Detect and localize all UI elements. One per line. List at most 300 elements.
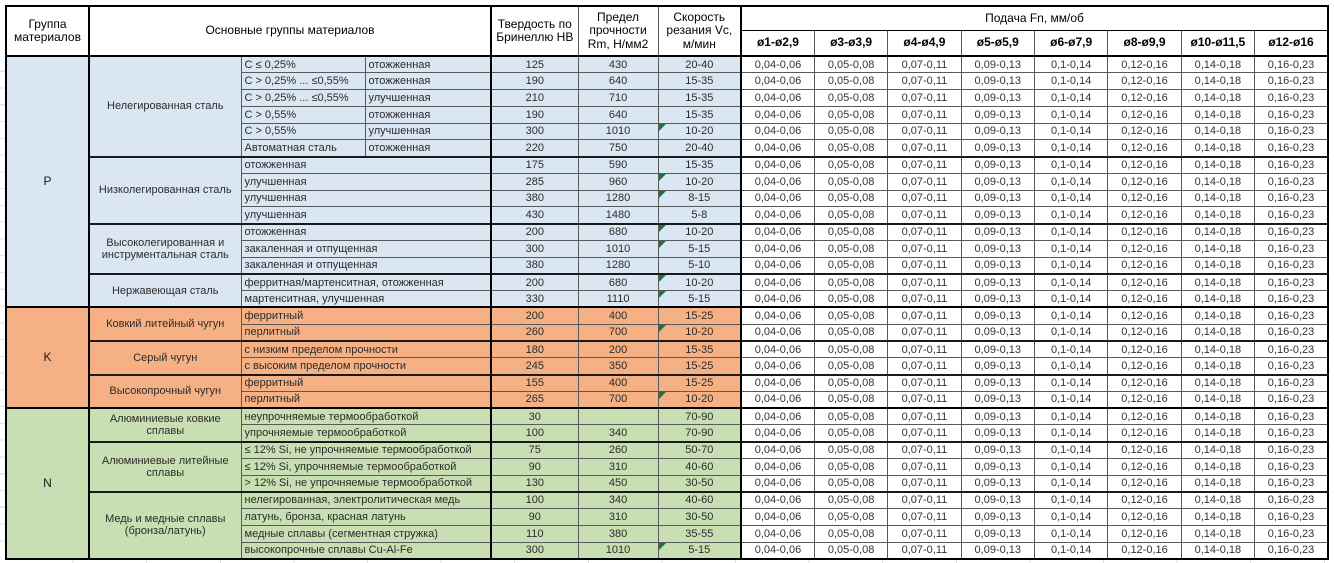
feed-value-cell[interactable]: 0,09-0,13 <box>961 509 1034 526</box>
hardness-cell[interactable]: 100 <box>491 492 578 509</box>
feed-value-cell[interactable]: 0,16-0,23 <box>1255 542 1328 559</box>
heat-treatment-cell[interactable]: улучшенная <box>365 90 491 107</box>
feed-value-cell[interactable]: 0,05-0,08 <box>814 90 887 107</box>
cutting-speed-cell[interactable] <box>658 458 741 475</box>
hardness-cell[interactable]: 210 <box>491 90 578 107</box>
material-description-cell[interactable]: > 12% Si, не упрочняемые термообработкой <box>241 475 491 492</box>
feed-value-cell[interactable]: 0,16-0,23 <box>1255 375 1328 392</box>
feed-value-cell[interactable]: 0,07-0,11 <box>888 542 961 559</box>
feed-value-cell[interactable]: 0,12-0,16 <box>1108 475 1181 492</box>
hardness-cell[interactable]: 90 <box>491 509 578 526</box>
feed-value-cell[interactable]: 0,12-0,16 <box>1108 106 1181 123</box>
feed-value-cell[interactable]: 0,04-0,06 <box>741 274 814 291</box>
hardness-cell[interactable]: 200 <box>491 274 578 291</box>
feed-value-cell[interactable]: 0,05-0,08 <box>814 140 887 157</box>
strength-cell[interactable]: 960 <box>578 173 658 190</box>
feed-value-cell[interactable]: 0,16-0,23 <box>1255 324 1328 341</box>
strength-cell[interactable]: 350 <box>578 358 658 375</box>
feed-value-cell[interactable]: 0,04-0,06 <box>741 190 814 207</box>
hardness-cell[interactable]: 265 <box>491 391 578 408</box>
hardness-cell[interactable]: 155 <box>491 375 578 392</box>
feed-value-cell[interactable]: 0,14-0,18 <box>1181 408 1254 425</box>
family-name-cell[interactable]: Нержавеющая сталь <box>89 274 241 308</box>
strength-cell[interactable]: 340 <box>578 425 658 442</box>
feed-value-cell[interactable]: 0,05-0,08 <box>814 173 887 190</box>
feed-value-cell[interactable]: 0,05-0,08 <box>814 240 887 257</box>
carbon-content-cell[interactable]: C > 0,25% ... ≤0,55% <box>241 73 365 90</box>
hardness-cell[interactable]: 180 <box>491 341 578 358</box>
cutting-speed-cell[interactable] <box>658 509 741 526</box>
feed-value-cell[interactable]: 0,07-0,11 <box>888 509 961 526</box>
feed-value-cell[interactable]: 0,1-0,14 <box>1034 106 1107 123</box>
feed-value-cell[interactable]: 0,12-0,16 <box>1108 173 1181 190</box>
heat-treatment-cell[interactable]: отожженная <box>365 106 491 123</box>
material-description-cell[interactable]: ≤ 12% Si, не упрочняемые термообработкой <box>241 442 491 459</box>
hardness-cell[interactable]: 100 <box>491 425 578 442</box>
feed-value-cell[interactable]: 0,16-0,23 <box>1255 425 1328 442</box>
feed-value-cell[interactable]: 0,05-0,08 <box>814 408 887 425</box>
feed-value-cell[interactable]: 0,07-0,11 <box>888 375 961 392</box>
feed-value-cell[interactable]: 0,16-0,23 <box>1255 341 1328 358</box>
feed-value-cell[interactable]: 0,07-0,11 <box>888 207 961 224</box>
feed-value-cell[interactable]: 0,05-0,08 <box>814 475 887 492</box>
cutting-speed-cell[interactable] <box>658 190 741 207</box>
cutting-speed-cell[interactable] <box>658 408 741 425</box>
material-description-cell[interactable]: неупрочняемые термообработкой <box>241 408 491 425</box>
material-description-cell[interactable]: ферритная/мартенситная, отожженная <box>241 274 491 291</box>
feed-value-cell[interactable]: 0,16-0,23 <box>1255 492 1328 509</box>
feed-value-cell[interactable]: 0,14-0,18 <box>1181 157 1254 174</box>
material-description-cell[interactable]: с высоким пределом прочности <box>241 358 491 375</box>
feed-value-cell[interactable]: 0,07-0,11 <box>888 324 961 341</box>
hardness-cell[interactable]: 260 <box>491 324 578 341</box>
feed-value-cell[interactable]: 0,09-0,13 <box>961 525 1034 542</box>
feed-value-cell[interactable]: 0,12-0,16 <box>1108 442 1181 459</box>
feed-value-cell[interactable]: 0,09-0,13 <box>961 257 1034 274</box>
material-description-cell[interactable]: с низким пределом прочности <box>241 341 491 358</box>
feed-value-cell[interactable]: 0,04-0,06 <box>741 307 814 324</box>
carbon-content-cell[interactable]: C > 0,25% ... ≤0,55% <box>241 90 365 107</box>
feed-value-cell[interactable]: 0,05-0,08 <box>814 56 887 73</box>
feed-value-cell[interactable]: 0,04-0,06 <box>741 73 814 90</box>
strength-cell[interactable]: 750 <box>578 140 658 157</box>
feed-value-cell[interactable]: 0,14-0,18 <box>1181 442 1254 459</box>
feed-value-cell[interactable]: 0,16-0,23 <box>1255 173 1328 190</box>
feed-value-cell[interactable]: 0,09-0,13 <box>961 56 1034 73</box>
cutting-speed-cell[interactable] <box>658 475 741 492</box>
strength-cell[interactable]: 400 <box>578 375 658 392</box>
feed-value-cell[interactable]: 0,05-0,08 <box>814 291 887 308</box>
cutting-speed-cell[interactable] <box>658 173 741 190</box>
cutting-speed-cell[interactable] <box>658 106 741 123</box>
feed-value-cell[interactable]: 0,12-0,16 <box>1108 492 1181 509</box>
strength-cell[interactable]: 1280 <box>578 257 658 274</box>
feed-value-cell[interactable]: 0,09-0,13 <box>961 140 1034 157</box>
feed-value-cell[interactable]: 0,05-0,08 <box>814 458 887 475</box>
material-description-cell[interactable]: медные сплавы (сегментная стружка) <box>241 525 491 542</box>
cutting-speed-cell[interactable] <box>658 291 741 308</box>
header-feed-diameter-range[interactable]: ø3-ø3,9 <box>814 30 887 56</box>
header-feed-diameter-range[interactable]: ø1-ø2,9 <box>741 30 814 56</box>
header-feed-diameter-range[interactable]: ø5-ø5,9 <box>961 30 1034 56</box>
hardness-cell[interactable]: 330 <box>491 291 578 308</box>
feed-value-cell[interactable]: 0,04-0,06 <box>741 207 814 224</box>
hardness-cell[interactable]: 220 <box>491 140 578 157</box>
feed-value-cell[interactable]: 0,14-0,18 <box>1181 375 1254 392</box>
feed-value-cell[interactable]: 0,07-0,11 <box>888 291 961 308</box>
strength-cell[interactable]: 680 <box>578 274 658 291</box>
feed-value-cell[interactable]: 0,14-0,18 <box>1181 291 1254 308</box>
feed-value-cell[interactable]: 0,16-0,23 <box>1255 224 1328 241</box>
feed-value-cell[interactable]: 0,04-0,06 <box>741 224 814 241</box>
feed-value-cell[interactable]: 0,16-0,23 <box>1255 207 1328 224</box>
feed-value-cell[interactable]: 0,14-0,18 <box>1181 56 1254 73</box>
feed-value-cell[interactable]: 0,12-0,16 <box>1108 509 1181 526</box>
feed-value-cell[interactable]: 0,14-0,18 <box>1181 173 1254 190</box>
family-name-cell[interactable]: Алюминиевые литейные сплавы <box>89 442 241 492</box>
feed-value-cell[interactable]: 0,14-0,18 <box>1181 140 1254 157</box>
material-description-cell[interactable]: отожженная <box>241 224 491 241</box>
feed-value-cell[interactable]: 0,05-0,08 <box>814 190 887 207</box>
feed-value-cell[interactable]: 0,1-0,14 <box>1034 240 1107 257</box>
header-feed-diameter-range[interactable]: ø12-ø16 <box>1255 30 1328 56</box>
feed-value-cell[interactable]: 0,07-0,11 <box>888 425 961 442</box>
feed-value-cell[interactable]: 0,04-0,06 <box>741 173 814 190</box>
feed-value-cell[interactable]: 0,04-0,06 <box>741 90 814 107</box>
cutting-speed-cell[interactable] <box>658 240 741 257</box>
header-feed-diameter-range[interactable]: ø6-ø7,9 <box>1034 30 1107 56</box>
header-tensile-strength[interactable]: Предел прочности Rm, Н/мм2 <box>578 6 658 56</box>
feed-value-cell[interactable]: 0,05-0,08 <box>814 542 887 559</box>
feed-value-cell[interactable]: 0,12-0,16 <box>1108 307 1181 324</box>
cutting-speed-cell[interactable] <box>658 90 741 107</box>
feed-value-cell[interactable]: 0,1-0,14 <box>1034 341 1107 358</box>
feed-value-cell[interactable]: 0,1-0,14 <box>1034 425 1107 442</box>
feed-value-cell[interactable]: 0,12-0,16 <box>1108 190 1181 207</box>
feed-value-cell[interactable]: 0,04-0,06 <box>741 157 814 174</box>
strength-cell[interactable]: 1010 <box>578 123 658 140</box>
feed-value-cell[interactable]: 0,1-0,14 <box>1034 257 1107 274</box>
feed-value-cell[interactable]: 0,16-0,23 <box>1255 307 1328 324</box>
cutting-speed-cell[interactable] <box>658 425 741 442</box>
material-description-cell[interactable]: перлитный <box>241 324 491 341</box>
cutting-speed-cell[interactable] <box>658 358 741 375</box>
feed-value-cell[interactable]: 0,05-0,08 <box>814 73 887 90</box>
feed-value-cell[interactable]: 0,16-0,23 <box>1255 257 1328 274</box>
feed-value-cell[interactable]: 0,1-0,14 <box>1034 307 1107 324</box>
feed-value-cell[interactable]: 0,07-0,11 <box>888 140 961 157</box>
carbon-content-cell[interactable]: C > 0,55% <box>241 123 365 140</box>
hardness-cell[interactable]: 380 <box>491 257 578 274</box>
feed-value-cell[interactable]: 0,1-0,14 <box>1034 408 1107 425</box>
cutting-speed-cell[interactable] <box>658 274 741 291</box>
feed-value-cell[interactable]: 0,1-0,14 <box>1034 358 1107 375</box>
material-description-cell[interactable]: латунь, бронза, красная латунь <box>241 509 491 526</box>
feed-value-cell[interactable]: 0,14-0,18 <box>1181 207 1254 224</box>
feed-value-cell[interactable]: 0,07-0,11 <box>888 224 961 241</box>
feed-value-cell[interactable]: 0,16-0,23 <box>1255 509 1328 526</box>
hardness-cell[interactable]: 190 <box>491 73 578 90</box>
hardness-cell[interactable]: 300 <box>491 240 578 257</box>
feed-value-cell[interactable]: 0,12-0,16 <box>1108 425 1181 442</box>
material-description-cell[interactable]: закаленная и отпущенная <box>241 257 491 274</box>
feed-value-cell[interactable]: 0,05-0,08 <box>814 358 887 375</box>
feed-value-cell[interactable]: 0,16-0,23 <box>1255 240 1328 257</box>
cutting-speed-cell[interactable] <box>658 492 741 509</box>
feed-value-cell[interactable]: 0,14-0,18 <box>1181 458 1254 475</box>
feed-value-cell[interactable]: 0,16-0,23 <box>1255 190 1328 207</box>
material-description-cell[interactable]: нелегированная, электролитическая медь <box>241 492 491 509</box>
hardness-cell[interactable]: 110 <box>491 525 578 542</box>
feed-value-cell[interactable]: 0,04-0,06 <box>741 425 814 442</box>
feed-value-cell[interactable]: 0,04-0,06 <box>741 123 814 140</box>
cutting-speed-cell[interactable] <box>658 123 741 140</box>
feed-value-cell[interactable]: 0,07-0,11 <box>888 190 961 207</box>
feed-value-cell[interactable]: 0,07-0,11 <box>888 458 961 475</box>
feed-value-cell[interactable]: 0,09-0,13 <box>961 73 1034 90</box>
feed-value-cell[interactable]: 0,09-0,13 <box>961 341 1034 358</box>
feed-value-cell[interactable]: 0,12-0,16 <box>1108 90 1181 107</box>
feed-value-cell[interactable]: 0,14-0,18 <box>1181 73 1254 90</box>
feed-value-cell[interactable]: 0,12-0,16 <box>1108 324 1181 341</box>
feed-value-cell[interactable]: 0,12-0,16 <box>1108 341 1181 358</box>
feed-value-cell[interactable]: 0,09-0,13 <box>961 391 1034 408</box>
feed-value-cell[interactable]: 0,09-0,13 <box>961 157 1034 174</box>
strength-cell[interactable]: 340 <box>578 492 658 509</box>
feed-value-cell[interactable]: 0,1-0,14 <box>1034 190 1107 207</box>
feed-value-cell[interactable]: 0,07-0,11 <box>888 157 961 174</box>
feed-value-cell[interactable]: 0,16-0,23 <box>1255 140 1328 157</box>
feed-value-cell[interactable]: 0,12-0,16 <box>1108 224 1181 241</box>
feed-value-cell[interactable]: 0,1-0,14 <box>1034 173 1107 190</box>
cutting-speed-cell[interactable] <box>658 391 741 408</box>
material-description-cell[interactable]: улучшенная <box>241 207 491 224</box>
feed-value-cell[interactable]: 0,09-0,13 <box>961 106 1034 123</box>
cutting-speed-cell[interactable] <box>658 56 741 73</box>
feed-value-cell[interactable]: 0,1-0,14 <box>1034 90 1107 107</box>
material-description-cell[interactable]: перлитный <box>241 391 491 408</box>
header-cutting-speed[interactable]: Скорость резания Vc, м/мин <box>658 6 741 56</box>
feed-value-cell[interactable]: 0,09-0,13 <box>961 291 1034 308</box>
feed-value-cell[interactable]: 0,07-0,11 <box>888 173 961 190</box>
feed-value-cell[interactable]: 0,14-0,18 <box>1181 542 1254 559</box>
feed-value-cell[interactable]: 0,14-0,18 <box>1181 425 1254 442</box>
feed-value-cell[interactable]: 0,09-0,13 <box>961 240 1034 257</box>
feed-value-cell[interactable]: 0,14-0,18 <box>1181 190 1254 207</box>
feed-value-cell[interactable]: 0,07-0,11 <box>888 442 961 459</box>
header-feed-diameter-range[interactable]: ø8-ø9,9 <box>1108 30 1181 56</box>
heat-treatment-cell[interactable]: отожженная <box>365 56 491 73</box>
feed-value-cell[interactable]: 0,07-0,11 <box>888 358 961 375</box>
feed-value-cell[interactable]: 0,05-0,08 <box>814 307 887 324</box>
feed-value-cell[interactable]: 0,04-0,06 <box>741 391 814 408</box>
family-name-cell[interactable]: Ковкий литейный чугун <box>89 307 241 341</box>
header-material-group[interactable]: Группа материалов <box>6 6 89 56</box>
feed-value-cell[interactable]: 0,16-0,23 <box>1255 106 1328 123</box>
feed-value-cell[interactable]: 0,05-0,08 <box>814 375 887 392</box>
cutting-speed-cell[interactable] <box>658 525 741 542</box>
hardness-cell[interactable]: 285 <box>491 173 578 190</box>
feed-value-cell[interactable]: 0,05-0,08 <box>814 509 887 526</box>
header-brinell-hardness[interactable]: Твердость по Бринеллю HB <box>491 6 578 56</box>
carbon-content-cell[interactable]: C ≤ 0,25% <box>241 56 365 73</box>
strength-cell[interactable]: 380 <box>578 525 658 542</box>
feed-value-cell[interactable]: 0,12-0,16 <box>1108 140 1181 157</box>
feed-value-cell[interactable]: 0,04-0,06 <box>741 408 814 425</box>
header-feed-diameter-range[interactable]: ø10-ø11,5 <box>1181 30 1254 56</box>
strength-cell[interactable] <box>578 408 658 425</box>
feed-value-cell[interactable]: 0,1-0,14 <box>1034 458 1107 475</box>
strength-cell[interactable]: 310 <box>578 458 658 475</box>
hardness-cell[interactable]: 190 <box>491 106 578 123</box>
feed-value-cell[interactable]: 0,16-0,23 <box>1255 274 1328 291</box>
family-name-cell[interactable]: Медь и медные сплавы (бронза/латунь) <box>89 492 241 559</box>
feed-value-cell[interactable]: 0,1-0,14 <box>1034 207 1107 224</box>
strength-cell[interactable]: 700 <box>578 324 658 341</box>
feed-value-cell[interactable]: 0,04-0,06 <box>741 106 814 123</box>
family-name-cell[interactable]: Алюминиевые ковкие сплавы <box>89 408 241 442</box>
feed-value-cell[interactable]: 0,05-0,08 <box>814 123 887 140</box>
cutting-speed-cell[interactable] <box>658 324 741 341</box>
feed-value-cell[interactable]: 0,14-0,18 <box>1181 358 1254 375</box>
feed-value-cell[interactable]: 0,09-0,13 <box>961 173 1034 190</box>
hardness-cell[interactable]: 130 <box>491 475 578 492</box>
material-description-cell[interactable]: высокопрочные сплавы Cu-Al-Fe <box>241 542 491 559</box>
hardness-cell[interactable]: 380 <box>491 190 578 207</box>
material-description-cell[interactable]: ≤ 12% Si, упрочняемые термообработкой <box>241 458 491 475</box>
feed-value-cell[interactable]: 0,16-0,23 <box>1255 525 1328 542</box>
feed-value-cell[interactable]: 0,07-0,11 <box>888 391 961 408</box>
group-code-cell[interactable]: P <box>6 56 89 307</box>
feed-value-cell[interactable]: 0,07-0,11 <box>888 475 961 492</box>
feed-value-cell[interactable]: 0,04-0,06 <box>741 375 814 392</box>
feed-value-cell[interactable]: 0,07-0,11 <box>888 492 961 509</box>
feed-value-cell[interactable]: 0,1-0,14 <box>1034 324 1107 341</box>
heat-treatment-cell[interactable]: отожженная <box>365 73 491 90</box>
feed-value-cell[interactable]: 0,07-0,11 <box>888 56 961 73</box>
feed-value-cell[interactable]: 0,12-0,16 <box>1108 408 1181 425</box>
cutting-speed-cell[interactable] <box>658 375 741 392</box>
cutting-speed-cell[interactable] <box>658 307 741 324</box>
feed-value-cell[interactable]: 0,07-0,11 <box>888 307 961 324</box>
feed-value-cell[interactable]: 0,14-0,18 <box>1181 341 1254 358</box>
feed-value-cell[interactable]: 0,1-0,14 <box>1034 291 1107 308</box>
feed-value-cell[interactable]: 0,12-0,16 <box>1108 375 1181 392</box>
group-code-cell[interactable]: N <box>6 408 89 559</box>
feed-value-cell[interactable]: 0,04-0,06 <box>741 492 814 509</box>
feed-value-cell[interactable]: 0,1-0,14 <box>1034 509 1107 526</box>
feed-value-cell[interactable]: 0,1-0,14 <box>1034 224 1107 241</box>
hardness-cell[interactable]: 200 <box>491 307 578 324</box>
strength-cell[interactable]: 680 <box>578 224 658 241</box>
cutting-speed-cell[interactable] <box>658 542 741 559</box>
heat-treatment-cell[interactable]: отожженная <box>365 140 491 157</box>
hardness-cell[interactable]: 300 <box>491 542 578 559</box>
feed-value-cell[interactable]: 0,05-0,08 <box>814 442 887 459</box>
feed-value-cell[interactable]: 0,07-0,11 <box>888 525 961 542</box>
family-name-cell[interactable]: Высоколегированная и инструментальная сталь <box>89 224 241 274</box>
feed-value-cell[interactable]: 0,12-0,16 <box>1108 274 1181 291</box>
feed-value-cell[interactable]: 0,04-0,06 <box>741 324 814 341</box>
feed-value-cell[interactable]: 0,14-0,18 <box>1181 307 1254 324</box>
material-description-cell[interactable]: улучшенная <box>241 190 491 207</box>
feed-value-cell[interactable]: 0,14-0,18 <box>1181 324 1254 341</box>
feed-value-cell[interactable]: 0,1-0,14 <box>1034 375 1107 392</box>
feed-value-cell[interactable]: 0,09-0,13 <box>961 123 1034 140</box>
feed-value-cell[interactable]: 0,09-0,13 <box>961 274 1034 291</box>
strength-cell[interactable]: 450 <box>578 475 658 492</box>
feed-value-cell[interactable]: 0,07-0,11 <box>888 73 961 90</box>
feed-value-cell[interactable]: 0,09-0,13 <box>961 408 1034 425</box>
material-description-cell[interactable]: ферритный <box>241 375 491 392</box>
feed-value-cell[interactable]: 0,07-0,11 <box>888 408 961 425</box>
feed-value-cell[interactable]: 0,05-0,08 <box>814 207 887 224</box>
cutting-speed-cell[interactable] <box>658 224 741 241</box>
strength-cell[interactable]: 1110 <box>578 291 658 308</box>
family-name-cell[interactable]: Низколегированная сталь <box>89 157 241 224</box>
feed-value-cell[interactable]: 0,04-0,06 <box>741 509 814 526</box>
carbon-content-cell[interactable]: C > 0,55% <box>241 106 365 123</box>
feed-value-cell[interactable]: 0,12-0,16 <box>1108 73 1181 90</box>
cutting-speed-cell[interactable] <box>658 207 741 224</box>
feed-value-cell[interactable]: 0,12-0,16 <box>1108 458 1181 475</box>
feed-value-cell[interactable]: 0,1-0,14 <box>1034 56 1107 73</box>
material-description-cell[interactable]: улучшенная <box>241 173 491 190</box>
group-code-cell[interactable]: K <box>6 307 89 408</box>
feed-value-cell[interactable]: 0,09-0,13 <box>961 542 1034 559</box>
feed-value-cell[interactable]: 0,04-0,06 <box>741 140 814 157</box>
heat-treatment-cell[interactable]: улучшенная <box>365 123 491 140</box>
cutting-speed-cell[interactable] <box>658 257 741 274</box>
hardness-cell[interactable]: 245 <box>491 358 578 375</box>
family-name-cell[interactable]: Высокопрочный чугун <box>89 375 241 409</box>
header-feed-diameter-range[interactable]: ø4-ø4,9 <box>888 30 961 56</box>
feed-value-cell[interactable]: 0,05-0,08 <box>814 274 887 291</box>
hardness-cell[interactable]: 30 <box>491 408 578 425</box>
strength-cell[interactable]: 310 <box>578 509 658 526</box>
feed-value-cell[interactable]: 0,07-0,11 <box>888 123 961 140</box>
feed-value-cell[interactable]: 0,16-0,23 <box>1255 391 1328 408</box>
feed-value-cell[interactable]: 0,09-0,13 <box>961 442 1034 459</box>
feed-value-cell[interactable]: 0,04-0,06 <box>741 358 814 375</box>
strength-cell[interactable]: 590 <box>578 157 658 174</box>
feed-value-cell[interactable]: 0,07-0,11 <box>888 240 961 257</box>
feed-value-cell[interactable]: 0,12-0,16 <box>1108 157 1181 174</box>
family-name-cell[interactable]: Нелегированная сталь <box>89 56 241 157</box>
feed-value-cell[interactable]: 0,16-0,23 <box>1255 408 1328 425</box>
feed-value-cell[interactable]: 0,05-0,08 <box>814 106 887 123</box>
feed-value-cell[interactable]: 0,04-0,06 <box>741 291 814 308</box>
feed-value-cell[interactable]: 0,05-0,08 <box>814 425 887 442</box>
strength-cell[interactable]: 710 <box>578 90 658 107</box>
strength-cell[interactable]: 260 <box>578 442 658 459</box>
feed-value-cell[interactable]: 0,05-0,08 <box>814 525 887 542</box>
feed-value-cell[interactable]: 0,09-0,13 <box>961 492 1034 509</box>
feed-value-cell[interactable]: 0,04-0,06 <box>741 442 814 459</box>
feed-value-cell[interactable]: 0,14-0,18 <box>1181 475 1254 492</box>
feed-value-cell[interactable]: 0,04-0,06 <box>741 56 814 73</box>
feed-value-cell[interactable]: 0,12-0,16 <box>1108 56 1181 73</box>
header-feed[interactable]: Подача Fn, мм/об <box>741 6 1328 30</box>
feed-value-cell[interactable]: 0,09-0,13 <box>961 190 1034 207</box>
feed-value-cell[interactable]: 0,12-0,16 <box>1108 391 1181 408</box>
feed-value-cell[interactable]: 0,05-0,08 <box>814 492 887 509</box>
feed-value-cell[interactable]: 0,16-0,23 <box>1255 123 1328 140</box>
feed-value-cell[interactable]: 0,09-0,13 <box>961 324 1034 341</box>
feed-value-cell[interactable]: 0,14-0,18 <box>1181 106 1254 123</box>
strength-cell[interactable]: 1010 <box>578 542 658 559</box>
feed-value-cell[interactable]: 0,1-0,14 <box>1034 73 1107 90</box>
